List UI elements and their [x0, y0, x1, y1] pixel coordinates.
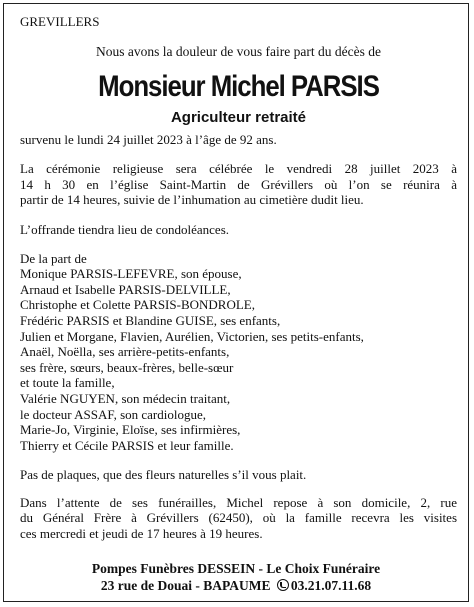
intro-text: Nous avons la douleur de vous faire part du décès de — [96, 44, 381, 59]
family-line: le docteur ASSAF, son cardiologue, — [20, 406, 206, 422]
family-line: Thierry et Cécile PARSIS et leur famille. — [20, 437, 234, 453]
family-line: Marie-Jo, Virginie, Eloïse, ses infirmières, — [20, 422, 241, 438]
flowers-text: Pas de plaques, que des fleurs naturelles s’il vous plait. — [20, 467, 307, 483]
funeral-home-address: 23 rue de Douai - BAPAUME — [100, 578, 271, 593]
family-list — [20, 251, 457, 454]
offering-text: L’offrande tiendra lieu de condoléances. — [20, 221, 229, 237]
death-date-line: survenu le lundi 24 juillet 2023 à l’âge de 92 ans. — [20, 131, 277, 147]
obituary-notice — [3, 3, 469, 602]
funeral-home-address-line — [4, 577, 468, 594]
family-line: Arnaud et Isabelle PARSIS-DELVILLE, — [20, 281, 231, 297]
family-line: De la part de — [20, 250, 87, 266]
notice-body — [20, 14, 457, 542]
funeral-home-name: Pompes Funèbres DESSEIN - Le Choix Funéraire — [91, 561, 381, 576]
ceremony-paragraph — [20, 161, 457, 208]
family-line: Frédéric PARSIS et Blandine GUISE, ses enfants, — [20, 312, 281, 328]
ceremony-line: partir de 14 heures, suivie de l’inhumation au cimetière dudit lieu. — [20, 192, 364, 208]
rest-line: du Général Frère à Grévillers (62450), où la famille recevra les visites — [20, 510, 457, 526]
rest-paragraph — [20, 495, 457, 542]
rest-line: Dans l’attente de ses funérailles, Michel repose à son domicile, 2, rue — [20, 494, 457, 510]
family-line: et toute la famille, — [20, 375, 115, 391]
town-name: GREVILLERS — [20, 14, 100, 29]
family-line: Christophe et Colette PARSIS-BONDROLE, — [20, 297, 255, 313]
family-line: Anaël, Noëlla, ses arrière-petits-enfants, — [20, 344, 230, 360]
phone-icon — [277, 579, 289, 591]
family-line: Valérie NGUYEN, son médecin traitant, — [20, 390, 231, 406]
family-line: Julien et Morgane, Flavien, Aurélien, Victorien, ses petits-enfants, — [20, 328, 364, 344]
funeral-home-phone: 03.21.07.11.68 — [290, 578, 372, 593]
family-line: Monique PARSIS-LEFEVRE, son épouse, — [20, 266, 242, 282]
ceremony-line: 14 h 30 en l’église Saint-Martin de Grévillers où l’on se réunira à — [20, 176, 457, 192]
ceremony-line: La cérémonie religieuse sera célébrée le vendredi 28 juillet 2023 à — [20, 161, 457, 177]
family-line: ses frère, sœurs, beaux-frères, belle-sœur — [20, 359, 234, 375]
deceased-name: Monsieur Michel PARSIS — [98, 69, 379, 103]
occupation: Agriculteur retraité — [170, 108, 307, 126]
funeral-home-footer — [4, 560, 468, 594]
rest-line: ces mercredi et jeudi de 17 heures à 19 heures. — [20, 526, 263, 542]
